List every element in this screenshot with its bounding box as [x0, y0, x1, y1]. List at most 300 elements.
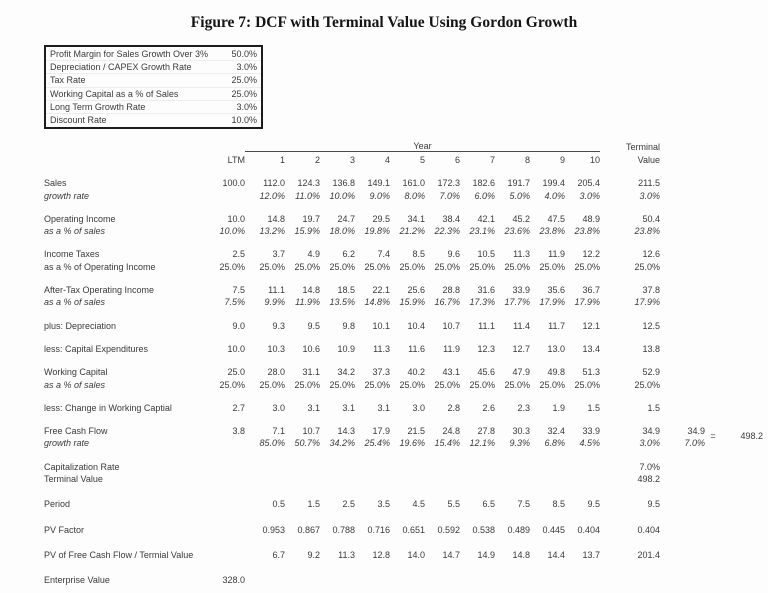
value-cell: 0.404 [577, 524, 600, 535]
value-cell: 12.2 [582, 249, 600, 260]
value-cell: 10.0 [227, 213, 245, 224]
header-spacer [44, 138, 210, 152]
row-label: Period [44, 499, 71, 510]
annotation-value-cell [660, 272, 705, 295]
value-cell: 11.7 [548, 320, 565, 331]
value-cell: 136.8 [332, 178, 355, 189]
value-cell: 2.3 [517, 402, 530, 413]
value-cell: 3.8 [232, 426, 245, 437]
value-cell [355, 472, 390, 484]
annotation-result-cell [721, 509, 763, 534]
dcf-table-body [44, 165, 763, 585]
value-cell [320, 560, 355, 585]
value-cell [390, 448, 425, 471]
value-cell: 22.3% [434, 226, 460, 237]
value-cell: 4.9 [307, 249, 320, 260]
value-cell [245, 560, 285, 585]
value-cell: 2.5 [342, 499, 355, 510]
value-cell: 25.0% [364, 379, 390, 390]
value-cell: 33.9 [512, 285, 530, 296]
value-cell: 25.0% [364, 261, 390, 272]
value-cell: 25.0% [259, 261, 285, 272]
value-cell [320, 472, 355, 484]
value-cell: 3.0% [639, 438, 660, 449]
value-cell: 9.8 [342, 320, 355, 331]
header-spacer [705, 152, 721, 166]
value-cell: 40.2 [407, 367, 425, 378]
value-cell: 34.2% [329, 438, 355, 449]
value-cell: 23.6% [504, 226, 530, 237]
annotation-value-cell [660, 188, 705, 200]
assumption-value: 25.0% [231, 75, 257, 86]
value-cell: 12.6 [642, 249, 660, 260]
column-header-year-6: 6 [454, 155, 460, 165]
value-cell: 25.0% [539, 379, 565, 390]
value-cell: 34.9 [642, 426, 660, 437]
value-cell: 45.6 [477, 367, 495, 378]
value-cell [425, 448, 460, 471]
value-cell: 4.5% [579, 438, 600, 449]
table-header-year-row [44, 138, 763, 152]
column-header-year-8: 8 [524, 155, 530, 165]
value-cell: 16.7% [434, 297, 460, 308]
row-label: less: Capital Expenditures [44, 343, 149, 354]
value-cell: 38.4 [442, 213, 460, 224]
annotation-equals-cell [705, 354, 721, 377]
value-cell [210, 509, 245, 534]
value-cell [285, 472, 320, 484]
value-cell: 17.9% [539, 297, 565, 308]
value-cell [245, 448, 285, 471]
value-cell: 31.1 [302, 367, 320, 378]
value-cell: 48.9 [582, 213, 600, 224]
value-cell: 10.0% [329, 190, 355, 201]
annotation-result-cell [721, 560, 763, 585]
value-cell: 205.4 [577, 178, 600, 189]
value-cell: 47.9 [512, 367, 530, 378]
table-row [44, 307, 763, 330]
value-cell: 25.0% [219, 261, 245, 272]
value-cell: 14.4 [547, 549, 565, 560]
header-spacer [660, 138, 705, 152]
annotation-value-cell [660, 560, 705, 585]
table-row [44, 236, 763, 259]
value-cell: 37.3 [372, 367, 390, 378]
value-cell: 149.1 [367, 178, 390, 189]
annotation-result-cell [721, 354, 763, 377]
header-spacer [705, 138, 721, 152]
value-cell: 4.0% [544, 190, 565, 201]
value-cell: 25.0% [504, 261, 530, 272]
value-cell: 0.592 [437, 524, 460, 535]
value-cell: 13.0 [547, 343, 565, 354]
value-cell: 124.3 [297, 178, 320, 189]
annotation-result-cell [721, 390, 763, 413]
value-cell: 3.5 [377, 499, 390, 510]
value-cell: 328.0 [222, 575, 245, 586]
value-cell: 25.0% [469, 379, 495, 390]
value-cell [245, 472, 285, 484]
value-cell: 9.2 [307, 549, 320, 560]
assumption-label: Depreciation / CAPEX Growth Rate [50, 62, 192, 73]
value-cell: 100.0 [222, 178, 245, 189]
value-cell: 25.0% [399, 261, 425, 272]
value-cell: 7.0% [639, 461, 660, 472]
value-cell [460, 560, 495, 585]
value-cell: 17.9 [372, 426, 390, 437]
table-row [44, 201, 763, 224]
value-cell: 0.445 [542, 524, 565, 535]
annotation-equals-cell [705, 509, 721, 534]
assumption-row [46, 61, 261, 74]
value-cell: 498.2 [637, 474, 660, 485]
annotation-result-cell [721, 448, 763, 471]
value-cell: 7.1 [272, 426, 285, 437]
row-label: growth rate [44, 190, 90, 201]
annotation-equals-cell [705, 201, 721, 224]
annotation-equals-cell [705, 259, 721, 271]
value-cell: 22.1 [372, 285, 390, 296]
annotation-equals-cell [705, 535, 721, 560]
value-cell: 17.7% [504, 297, 530, 308]
value-cell: 11.9 [443, 343, 460, 354]
value-cell: 11.0% [295, 190, 320, 201]
value-cell [530, 448, 565, 471]
value-cell: 2.6 [482, 402, 495, 413]
annotation-value-cell [660, 307, 705, 330]
value-cell: 14.8 [302, 285, 320, 296]
annotation-value-cell [660, 354, 705, 377]
value-cell: 25.0% [574, 261, 600, 272]
value-cell [320, 448, 355, 471]
value-cell: 23.1% [469, 226, 495, 237]
annotation-equals-cell [705, 560, 721, 585]
value-cell: 50.7% [294, 438, 320, 449]
value-cell: 11.9% [295, 297, 320, 308]
value-cell: 2.8 [447, 402, 460, 413]
table-row [44, 560, 763, 585]
table-row [44, 188, 763, 200]
row-label: Sales [44, 178, 67, 189]
value-cell: 52.9 [642, 367, 660, 378]
table-row [44, 295, 763, 307]
value-cell: 17.9% [634, 297, 660, 308]
value-cell: 10.1 [372, 320, 390, 331]
table-row [44, 484, 763, 509]
value-cell: 37.8 [642, 285, 660, 296]
value-cell: 33.9 [582, 426, 600, 437]
value-cell: 3.0 [412, 402, 425, 413]
column-header-year-7: 7 [489, 155, 495, 165]
value-cell: 32.4 [547, 426, 565, 437]
value-cell [530, 472, 565, 484]
value-cell: 23.8% [634, 226, 660, 237]
value-cell [210, 188, 245, 200]
annotation-value-cell [660, 484, 705, 509]
annotation-equals-cell [705, 484, 721, 509]
value-cell: 7.4 [377, 249, 390, 260]
row-label: less: Change in Working Captial [44, 402, 172, 413]
value-cell: 9.0 [232, 320, 245, 331]
value-cell: 5.5 [447, 499, 460, 510]
value-cell: 182.6 [472, 178, 495, 189]
value-cell: 7.5% [224, 297, 245, 308]
value-cell [210, 472, 245, 484]
value-cell: 9.5 [307, 320, 320, 331]
value-cell [210, 484, 245, 509]
value-cell: 9.3 [272, 320, 285, 331]
value-cell: 3.0% [579, 190, 600, 201]
value-cell: 19.8% [364, 226, 390, 237]
value-cell: 25.0% [399, 379, 425, 390]
terminal-header-line2: Value [637, 155, 660, 165]
table-row [44, 224, 763, 236]
annotation-equals-cell [705, 295, 721, 307]
value-cell: 25.4% [364, 438, 390, 449]
value-cell: 3.1 [342, 402, 355, 413]
value-cell: 18.5 [337, 285, 355, 296]
value-cell [210, 436, 245, 448]
table-row [44, 377, 763, 389]
assumption-row [46, 114, 261, 126]
value-cell: 3.0 [272, 402, 285, 413]
value-cell: 25.0% [259, 379, 285, 390]
value-cell: 12.8 [372, 549, 390, 560]
header-spacer [721, 152, 763, 166]
value-cell: 0.538 [472, 524, 495, 535]
value-cell: 14.8% [364, 297, 390, 308]
value-cell: 9.3% [509, 438, 530, 449]
table-row [44, 390, 763, 413]
value-cell: 6.8% [544, 438, 565, 449]
value-cell: 10.0 [227, 343, 245, 354]
value-cell: 14.3 [337, 426, 355, 437]
annotation-result-cell [721, 201, 763, 224]
value-cell: 15.9% [294, 226, 320, 237]
value-cell: 10.4 [407, 320, 425, 331]
value-cell: 12.7 [512, 343, 530, 354]
value-cell: 3.0% [639, 190, 660, 201]
value-cell: 28.0 [267, 367, 285, 378]
value-cell: 0.489 [507, 524, 530, 535]
value-cell: 14.9 [477, 549, 495, 560]
value-cell: 21.5 [407, 426, 425, 437]
value-cell: 13.7 [582, 549, 600, 560]
value-cell: 10.7 [302, 426, 320, 437]
value-cell: 24.7 [337, 213, 355, 224]
value-cell: 9.5 [647, 499, 660, 510]
value-cell: 15.4% [434, 438, 460, 449]
annotation-equals-cell [705, 472, 721, 484]
value-cell: 7.0% [439, 190, 460, 201]
value-cell: 25.0% [469, 261, 495, 272]
annotation-value-cell [660, 535, 705, 560]
value-cell: 7.5 [232, 285, 245, 296]
value-cell: 5.0% [509, 190, 530, 201]
value-cell: 3.7 [272, 249, 285, 260]
value-cell: 35.6 [547, 285, 565, 296]
assumption-row [46, 101, 261, 114]
table-row [44, 535, 763, 560]
value-cell: 211.5 [638, 178, 660, 189]
value-cell: 9.0% [369, 190, 390, 201]
annotation-value-cell [660, 331, 705, 354]
value-cell: 85.0% [259, 438, 285, 449]
value-cell: 0.953 [262, 524, 285, 535]
value-cell: 45.2 [512, 213, 530, 224]
annotation-equals-cell [705, 331, 721, 354]
figure-title: Figure 7: DCF with Terminal Value Using Gordon Growth [190, 14, 578, 31]
value-cell: 17.9% [574, 297, 600, 308]
assumption-label: Long Term Growth Rate [50, 101, 146, 112]
column-header-year-10: 10 [589, 155, 600, 165]
row-label: as a % of sales [44, 379, 106, 390]
assumption-row [46, 74, 261, 87]
value-cell: 17.3% [469, 297, 495, 308]
annotation-result-cell: 498.2 [740, 431, 763, 442]
value-cell: 13.8 [642, 343, 660, 354]
value-cell [390, 472, 425, 484]
value-cell [495, 472, 530, 484]
value-cell: 23.8% [539, 226, 565, 237]
assumption-value: 10.0% [231, 115, 257, 126]
annotation-value-cell [660, 201, 705, 224]
value-cell: 25.0 [227, 367, 245, 378]
value-cell: 2.5 [232, 249, 245, 260]
value-cell [495, 560, 530, 585]
value-cell: 12.1 [582, 320, 600, 331]
value-cell: 11.3 [338, 549, 355, 560]
value-cell: 29.5 [372, 213, 390, 224]
table-row [44, 436, 763, 448]
value-cell: 0.5 [272, 499, 285, 510]
value-cell: 25.0% [574, 379, 600, 390]
column-header-year-1: 1 [279, 155, 285, 165]
value-cell: 25.0% [634, 261, 660, 272]
value-cell: 14.8 [267, 213, 285, 224]
annotation-equals-cell [705, 165, 721, 188]
dcf-table [44, 138, 763, 585]
value-cell [285, 560, 320, 585]
annotation-equals-cell [705, 307, 721, 330]
value-cell: 27.8 [477, 426, 495, 437]
value-cell: 11.3 [373, 343, 390, 354]
annotation-value-cell [660, 509, 705, 534]
annotation-result-cell [721, 259, 763, 271]
annotation-value-cell [660, 165, 705, 188]
value-cell: 10.6 [302, 343, 320, 354]
column-header-year-9: 9 [559, 155, 565, 165]
table-row [44, 331, 763, 354]
table-row [44, 448, 763, 471]
value-cell: 51.3 [582, 367, 600, 378]
value-cell: 8.5 [552, 499, 565, 510]
annotation-value-cell: 7.0% [684, 438, 705, 449]
value-cell: 28.8 [442, 285, 460, 296]
value-cell: 12.3 [477, 343, 495, 354]
value-cell: 25.0% [329, 261, 355, 272]
value-cell: 25.0% [434, 379, 460, 390]
column-header-ltm: LTM [227, 155, 245, 165]
value-cell: 10.5 [477, 249, 495, 260]
value-cell: 25.0% [294, 379, 320, 390]
assumptions-box [44, 45, 263, 129]
row-label: Free Cash Flow [44, 426, 108, 437]
value-cell: 31.6 [477, 285, 495, 296]
value-cell [285, 448, 320, 471]
annotation-equals-cell [705, 448, 721, 471]
value-cell: 19.7 [302, 213, 320, 224]
annotation-value-cell [660, 448, 705, 471]
table-row [44, 259, 763, 271]
value-cell: 10.7 [442, 320, 460, 331]
value-cell: 1.5 [647, 402, 660, 413]
annotation-result-cell [721, 188, 763, 200]
row-label: PV Factor [44, 524, 85, 535]
assumption-value: 50.0% [231, 49, 257, 59]
value-cell: 4.5 [412, 499, 425, 510]
value-cell [210, 535, 245, 560]
value-cell: 14.0 [407, 549, 425, 560]
value-cell: 25.0% [434, 261, 460, 272]
value-cell: 12.0% [259, 190, 285, 201]
row-label: as a % of Operating Income [44, 261, 156, 272]
row-label: Working Capital [44, 367, 108, 378]
value-cell: 8.0% [404, 190, 425, 201]
annotation-result-cell [721, 224, 763, 236]
value-cell: 11.3 [513, 249, 530, 260]
value-cell: 25.0% [634, 379, 660, 390]
value-cell: 10.0% [219, 226, 245, 237]
value-cell: 25.0% [219, 379, 245, 390]
table-row [44, 354, 763, 377]
value-cell: 9.9% [264, 297, 285, 308]
value-cell: 1.5 [307, 499, 320, 510]
value-cell: 18.0% [329, 226, 355, 237]
row-label: growth rate [44, 438, 90, 449]
annotation-equals-cell [705, 390, 721, 413]
assumption-value: 3.0% [236, 101, 257, 112]
value-cell [460, 472, 495, 484]
value-cell: 11.1 [268, 285, 285, 296]
assumption-value: 3.0% [236, 62, 257, 73]
assumption-label: Discount Rate [50, 115, 107, 126]
value-cell [600, 560, 660, 585]
annotation-equals-cell [705, 224, 721, 236]
value-cell: 11.9 [548, 249, 565, 260]
value-cell: 25.0% [504, 379, 530, 390]
value-cell: 13.4 [582, 343, 600, 354]
value-cell: 1.9 [552, 402, 565, 413]
value-cell: 0.404 [637, 524, 660, 535]
value-cell [355, 448, 390, 471]
row-label: Enterprise Value [44, 575, 110, 586]
value-cell: 2.7 [232, 402, 245, 413]
annotation-result-cell [721, 535, 763, 560]
table-row [44, 509, 763, 534]
value-cell: 19.6% [399, 438, 425, 449]
annotation-result-cell [721, 472, 763, 484]
annotation-equals-cell [705, 188, 721, 200]
value-cell: 10.9 [337, 343, 355, 354]
assumption-row [46, 88, 261, 101]
row-label: plus: Depreciation [44, 320, 117, 331]
value-cell: 172.3 [437, 178, 460, 189]
annotation-value-cell [660, 236, 705, 259]
table-row [44, 165, 763, 188]
value-cell [565, 472, 600, 484]
value-cell: 30.3 [512, 426, 530, 437]
